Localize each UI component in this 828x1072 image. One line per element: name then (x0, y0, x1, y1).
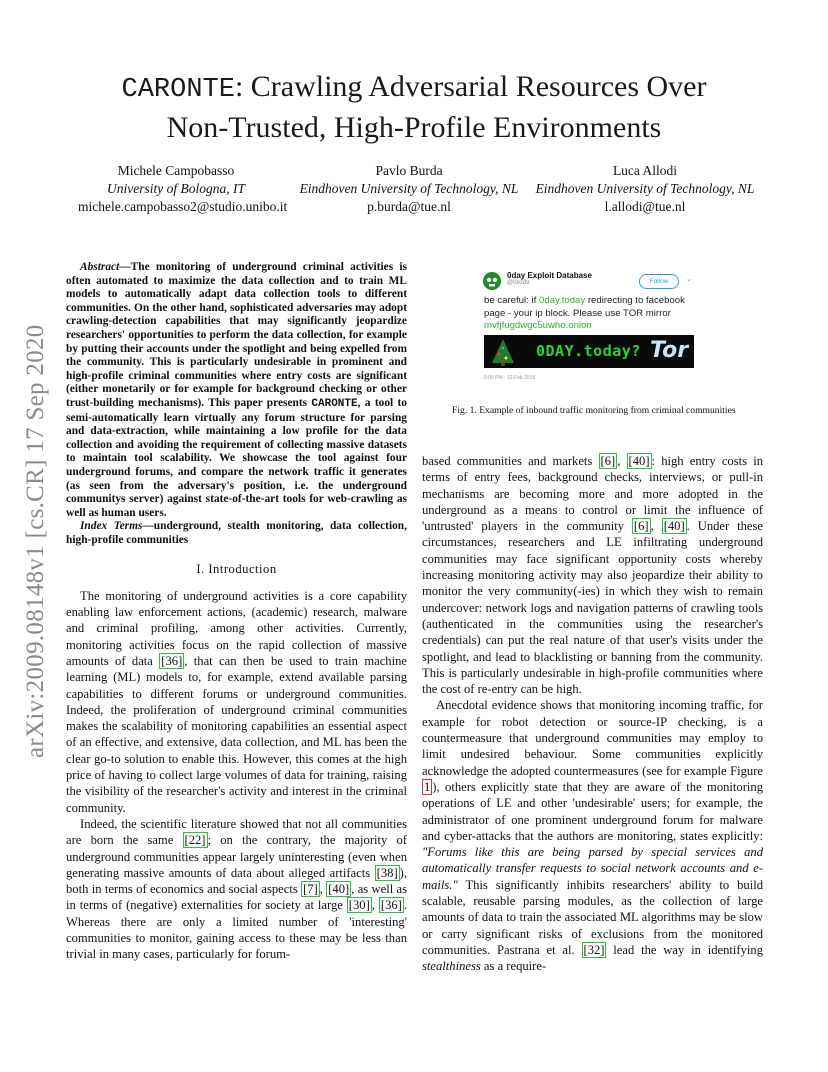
author-name: Michele Campobasso (117, 163, 235, 178)
author-block (292, 162, 526, 216)
banner-text: 0DAY.today? (536, 342, 641, 360)
author-email: p.burda@tue.nl (367, 199, 451, 214)
tweet-timestamp: 6:05 PM - 12 Feb 2018 (484, 375, 536, 381)
author-name: Luca Allodi (612, 163, 678, 178)
paragraph: The monitoring of underground activities is a core capability enabling law enforcement actions, (academic) research, malware and criminal profiling, among other activities. Currently, monitoring activities focus on the rapid collection of massive amounts of data [36] , that can then be used to train machine learning (ML) models to, for example, extend available parsing capabilities to different forums or underground communities. Indeed, the proliferation of underground criminal communities makes the scalability of monitoring capabilities an essential aspect of an effective, and extensive, data collection, and ML has been the clear go-to solution to enable this. However, this comes at the high price of having to collect large volumes of data for training, raising the visibility of the researcher's activity and interest in the criminal community. (66, 588, 407, 815)
title-line2: Non-Trusted, High-Profile Environments (166, 111, 662, 144)
skull-logo-icon (482, 271, 502, 291)
left-column (66, 261, 407, 963)
title-line1: : Crawling Adversarial Resources Over (234, 70, 707, 103)
citation-link[interactable]: [22] (184, 833, 206, 848)
tweet-link[interactable]: 0day.today (538, 295, 586, 306)
figure-link[interactable]: 1 (424, 779, 431, 794)
citation-link[interactable]: [6] (600, 454, 616, 468)
index-terms-text: —underground, stealth monitoring, data collection, high-profile communities (66, 520, 407, 546)
citation-link[interactable]: [40] (328, 882, 350, 897)
figure-caption: Fig. 1. Example of inbound traffic monitoring from criminal communities (452, 405, 736, 416)
citation-link[interactable]: [38] (376, 865, 398, 880)
author-block (78, 162, 288, 216)
tor-logo: Tor (650, 338, 689, 363)
tool-name: CARONTE (121, 75, 235, 105)
abstract-text: —The monitoring of underground criminal activities is often automated to maximize the data collection and to train ML models to automatically adapt data collection tools to different communities. On the other hand, sophisticated adversaries may adopt crawling-detection capabilities that may significantly jeopardize researchers' opportunities to perform the data collection, for example by putting their accounts under the spotlight and being expelled from the community. This is particularly undesirable in prominent and high-profile criminal communities where entry costs are significant (either monetarily or for example for background checking or other trust-building mechanisms). This paper presents (66, 261, 407, 409)
author-name: Pavlo Burda (375, 163, 443, 178)
paragraph: Indeed, the scientific literature showed that not all communities are born the same [22] ; on the contrary, the majority of underground communities appear largely uninteresting (even when generating massive amounts of data about alleged artifacts [38] ), both in terms of economics and social aspects [7] , [40] , as well as in terms of (negative) externalities for society at large [30] , [36] . Whereas there are only a limited number of 'interesting' communities to monitor, gaining access to these may be less than trivial in many cases, particularly for forum- (66, 816, 408, 962)
tweet-link[interactable]: mvfjfugdwgc5uwho.onion (484, 320, 592, 332)
index-terms-label: Index Terms (80, 520, 143, 533)
paragraph: based communities and markets [6] , [40] : high entry costs in terms of entry fees, background checks, interviews, or pull-in mechanisms are becoming more and more adopted in the underground as a means to control or limit the influence of 'untrusted' players in the community [6] , [40] . Under these circumstances, researchers and LE infiltrating underground communities may face significant opportunity costs whereby increasing monitoring activity may also jeopardize their ability to monitor the very community(-ies) in which they wish to remain undercover: network logs and navigation patterns of crawling tools (authenticated in the communities using the researcher's credentials) can put the real nature of that user's visits under the spotlight, and lead to blacklisting or banning from the community. This is particularly undesirable in high-profile communities where the cost of re-entry can be high. (422, 454, 764, 697)
author-email: michele.campobasso2@studio.unibo.it (78, 199, 288, 214)
arxiv-stamp: arXiv:2009.08148v1 [cs.CR] 17 Sep 2020 (22, 324, 49, 758)
paragraph: Anecdotal evidence shows that monitoring incoming traffic, for example for robot detection or source-IP checking, is a countermeasure that underground communities may employ to limit undesired behaviour. Some communities explicitly acknowledge the adopted countermeasures (see for example Figure 1 ), others explicitly state that they are aware of the monitoring operations of LE and other 'undesirable' users; for example, the administrator of one prominent underground forum for malware and cyber-attacks that the authors are monitoring, states explicitly: "Forums like this are being parsed by special services and automatically transfer requests to social network accounts and e-mails." This significantly inhibits researchers' ability to build scalable, reusable parsing modules, as the collection of large amounts of data to train the associated ML algorithms may be slow or carry significant risks of exclusions from the monitored communities. Pastrana et al. [32] lead the way in identifying stealthiness as a require- (422, 698, 763, 974)
section-heading: I. Introduction (196, 562, 277, 577)
tool-name: CARONTE (311, 397, 358, 410)
tweet-figure (474, 265, 702, 391)
account-name: 0day Exploit Database (507, 271, 592, 280)
author-affiliation: Eindhoven University of Technology, NL (299, 181, 519, 196)
account-handle: @0x0d9 (507, 280, 530, 286)
chevron-down-icon[interactable]: ⌄ (686, 276, 692, 283)
abstract-text: , a tool to semi-automatically learn virtually any forum structure for parsing and data-extraction, while maintaining a low profile for the data collection and avoiding the requirement of collecting massive datasets to maintain tool scalability. We showcase the tool against four underground forums, and compare the network traffic it generates (as seen from the adversary's position, i.e. the underground communitys server) against state-of-the-art tools for web-crawling as well as human users. (66, 396, 407, 519)
citation-link[interactable]: [40] (628, 454, 650, 468)
follow-button[interactable]: Follow (639, 274, 679, 289)
quote: "Forums like this are being parsed by special services and automatically transfer requests to social network accounts and e-mails." (422, 845, 763, 892)
abstract (66, 261, 407, 520)
citation-link[interactable]: [32] (583, 942, 605, 957)
tweet-text: be careful: if 0day.today redirecting to facebook page - your ip block. Please use TOR mirror mvfjfugdwgc5uwho.onion (484, 295, 685, 332)
citation-link[interactable]: [36] (380, 898, 402, 913)
citation-link[interactable]: [30] (348, 898, 370, 913)
author-affiliation: Eindhoven University of Technology, NL (535, 181, 755, 196)
christmas-tree-icon (488, 337, 518, 367)
author-block (528, 162, 762, 216)
citation-link[interactable]: [6] (633, 519, 649, 534)
citation-link[interactable]: [40] (663, 519, 685, 534)
citation-link[interactable]: [36] (161, 653, 183, 668)
author-email: l.allodi@tue.nl (604, 199, 686, 214)
author-affiliation: University of Bologna, IT (107, 181, 245, 196)
paper-title (40, 68, 788, 147)
index-terms (66, 520, 407, 547)
citation-link[interactable]: [7] (303, 882, 318, 897)
abstract-label: Abstract (80, 261, 120, 273)
tweet-image (484, 335, 694, 368)
right-column (422, 453, 763, 975)
